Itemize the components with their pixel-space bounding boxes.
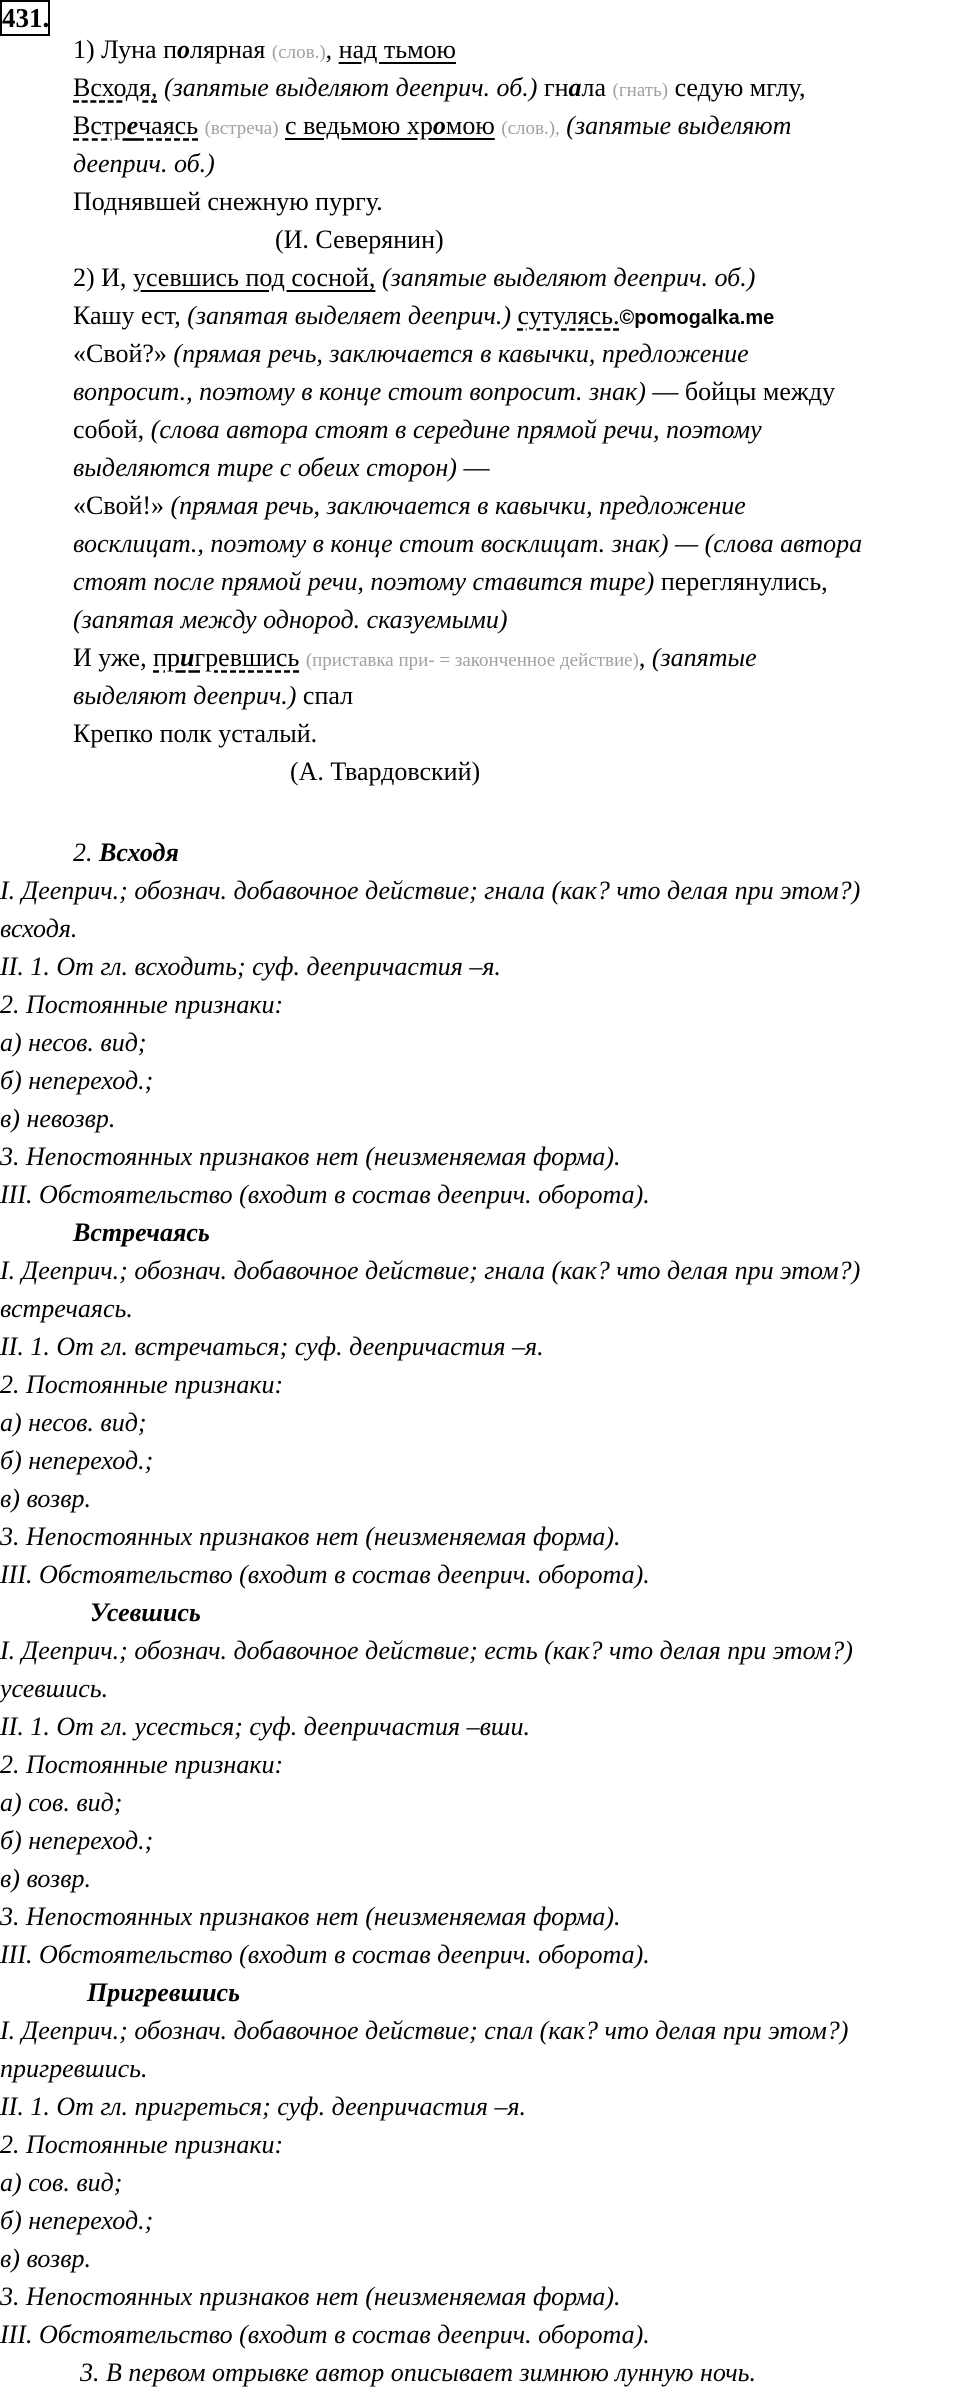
analysis-line: б) непереход.; (0, 1066, 154, 1095)
italic-note: (запятые выделяют (566, 111, 792, 140)
gray-note: (слов.) (271, 42, 326, 63)
text: — (456, 453, 490, 482)
italic-note: (запятые выделяют дееприч. об.) (164, 73, 538, 102)
underlined-word: Всходя, (73, 73, 158, 102)
poem-line-18 (73, 678, 353, 714)
analysis-line: а) сов. вид; (0, 1788, 123, 1817)
poem-line-2 (73, 70, 805, 109)
analysis-line: 3. Непостоянных признаков нет (неизменяемая форма). (0, 1522, 621, 1551)
exercise-number: 431. (0, 0, 50, 36)
analysis-line: в) невозвр. (0, 1104, 116, 1133)
analysis-line: 2. Постоянные признаки: (0, 1370, 284, 1399)
analysis-line: встречаясь. (0, 1294, 133, 1323)
poem-line-7 (73, 260, 755, 296)
poem-line-1 (73, 32, 456, 71)
analysis-line: I. Дееприч.; обознач. добавочное действие; спал (как? что делая при этом?) (0, 2016, 849, 2045)
text: с ведьмою хр (285, 111, 433, 140)
underlined-phrase: над тьмою (338, 35, 456, 64)
analysis-line: I. Дееприч.; обознач. добавочное действие; гнала (как? что делая при этом?) (0, 1256, 861, 1285)
underlined-phrase (285, 111, 495, 140)
gray-note: (приставка при- = законченное действие) (305, 650, 639, 671)
highlight-letter: а (568, 73, 582, 102)
analysis-line: 2. Постоянные признаки: (0, 1750, 284, 1779)
text: «Свой!» (73, 491, 165, 520)
poem-author-2: (А. Твардовский) (290, 757, 481, 786)
italic-note: стоят после прямой речи, поэтому ставится тире) (73, 567, 655, 596)
analysis-line: б) непереход.; (0, 1446, 154, 1475)
analysis-line: а) сов. вид; (0, 2168, 123, 2197)
poem-line-3 (73, 108, 791, 147)
analysis-line: I. Дееприч.; обознач. добавочное действие; гнала (как? что делая при этом?) (0, 876, 861, 905)
highlight-letter: и (180, 643, 195, 672)
text: собой, (73, 415, 145, 444)
poem-line-4: дееприч. об.) (73, 149, 215, 178)
text: Кашу ест, (73, 301, 181, 330)
text: И уже, (73, 643, 147, 672)
text: спал (302, 681, 354, 710)
text: гревшись (194, 643, 300, 672)
italic-note: (запятая выделяет дееприч.) (187, 301, 512, 330)
watermark: ©pomogalka.me (619, 307, 775, 329)
underlined-word: сутулясь. (517, 301, 620, 330)
gray-note: (слов.), (501, 118, 560, 139)
analysis-line: всходя. (0, 914, 78, 943)
underlined-word (73, 111, 198, 140)
analysis-line: III. Обстоятельство (входит в состав дееприч. оборота). (0, 2320, 650, 2349)
analysis-line: I. Дееприч.; обознач. добавочное действие; есть (как? что делая при этом?) (0, 1636, 853, 1665)
analysis-line: II. 1. От гл. встречаться; суф. деепричастия –я. (0, 1332, 544, 1361)
italic-note: выделяют дееприч.) (73, 681, 297, 710)
analysis-heading-1 (73, 835, 179, 871)
analysis-line: II. 1. От гл. пригреться; суф. деепричастия –я. (0, 2092, 527, 2121)
text: чаясь (138, 111, 199, 140)
text: Встр (73, 111, 127, 140)
analysis-line: в) возвр. (0, 2244, 91, 2273)
analysis-heading-3: Усевшись (90, 1598, 201, 1627)
poem-line-9 (73, 336, 749, 372)
highlight-letter: о (177, 35, 191, 64)
italic-note: (прямая речь, заключается в кавычки, предложение (173, 339, 749, 368)
section-number: 2. (73, 838, 93, 867)
text: лярная (190, 35, 266, 64)
poem-line-5: Поднявшей снежную пургу. (73, 187, 383, 216)
text: , (638, 643, 646, 672)
analysis-line: 3. Непостоянных признаков нет (неизменяемая форма). (0, 1902, 621, 1931)
analysis-heading-2: Встречаясь (73, 1218, 210, 1247)
text: — бойцы между (645, 377, 836, 406)
text: переглянулись, (660, 567, 828, 596)
poem-line-8 (73, 298, 774, 336)
highlight-letter: е (126, 111, 139, 140)
analysis-line: усевшись. (0, 1674, 109, 1703)
gray-note: (встреча) (204, 118, 279, 139)
poem-author-1: (И. Северянин) (275, 225, 444, 254)
analysis-line: 3. Непостоянных признаков нет (неизменяемая форма). (0, 2282, 621, 2311)
analysis-line: 2. Постоянные признаки: (0, 990, 284, 1019)
italic-note: (прямая речь, заключается в кавычки, предложение (170, 491, 746, 520)
word-title: Всходя (99, 838, 179, 867)
analysis-line: III. Обстоятельство (входит в состав дееприч. оборота). (0, 1560, 650, 1589)
italic-note: выделяются тире с обеих сторон) (73, 453, 457, 482)
analysis-line: II. 1. От гл. всходить; суф. деепричастия –я. (0, 952, 501, 981)
text: «Свой?» (73, 339, 167, 368)
italic-note: (запятые выделяют дееприч. об.) (381, 263, 756, 292)
analysis-line: II. 1. От гл. усесться; суф. деепричастия –вши. (0, 1712, 531, 1741)
analysis-line: 3. Непостоянных признаков нет (неизменяемая форма). (0, 1142, 621, 1171)
text: ла (581, 73, 607, 102)
analysis-heading-4: Пригревшись (87, 1978, 240, 2007)
highlight-letter: о (432, 111, 446, 140)
poem-line-11 (73, 412, 762, 448)
analysis-line: III. Обстоятельство (входит в состав дееприч. оборота). (0, 1940, 650, 1969)
poem-line-17 (73, 640, 757, 679)
italic-note: вопросит., поэтому в конце стоит вопросит. знак) (73, 377, 646, 406)
text: 2) И, (73, 263, 127, 292)
analysis-line: 2. Постоянные признаки: (0, 2130, 284, 2159)
analysis-line: а) несов. вид; (0, 1408, 147, 1437)
poem-line-15 (73, 564, 828, 600)
poem-line-13 (73, 488, 746, 524)
analysis-line: III. Обстоятельство (входит в состав дееприч. оборота). (0, 1180, 650, 1209)
poem-line-12 (73, 450, 489, 486)
text: гн (543, 73, 569, 102)
poem-line-10 (73, 374, 835, 410)
analysis-final: 3. В первом отрывке автор описывает зимнюю лунную ночь. (80, 2358, 756, 2387)
analysis-line: а) несов. вид; (0, 1028, 147, 1057)
poem-line-14: восклицат., поэтому в конце стоит восклицат. знак) — (слова автора (73, 529, 863, 558)
text: , (325, 35, 333, 64)
analysis-line: пригревшись. (0, 2054, 148, 2083)
analysis-line: б) непереход.; (0, 1826, 154, 1855)
text: седую мглу, (674, 73, 806, 102)
poem-line-16: (запятая между однород. сказуемыми) (73, 605, 508, 634)
underlined-word (153, 643, 299, 672)
analysis-line: в) возвр. (0, 1484, 91, 1513)
analysis-line: в) возвр. (0, 1864, 91, 1893)
italic-note: (слова автора стоят в середине прямой речи, поэтому (150, 415, 762, 444)
text: пр (153, 643, 181, 672)
underlined-phrase: усевшись под сосной, (132, 263, 376, 292)
analysis-line: б) непереход.; (0, 2206, 154, 2235)
poem-line-19: Крепко полк усталый. (73, 719, 318, 748)
italic-note: (запятые (651, 643, 757, 672)
gray-note: (гнать) (612, 80, 669, 101)
text: 1) Луна п (73, 35, 178, 64)
text: мою (445, 111, 495, 140)
